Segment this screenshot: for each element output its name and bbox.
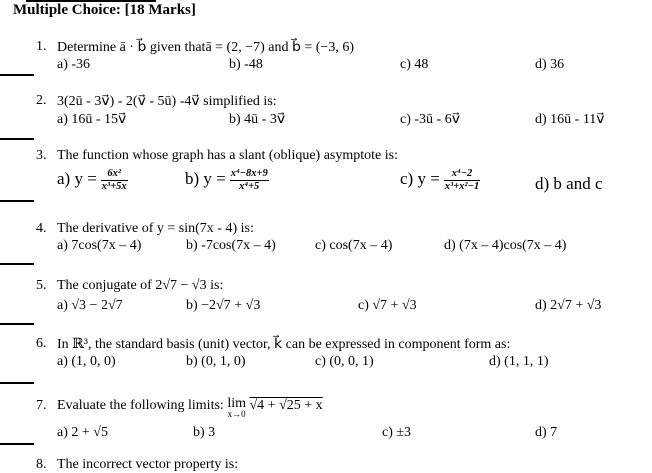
question-number: 6. — [36, 336, 47, 351]
limit-expression: √4 + √25 + x — [249, 398, 323, 413]
option-d[interactable]: d) (1, 1, 1) — [489, 354, 549, 369]
question-stem — [57, 398, 323, 419]
option-d[interactable]: d) 7 — [535, 425, 558, 440]
option-b[interactable]: b) -48 — [229, 57, 263, 72]
option-c[interactable]: c) (0, 0, 1) — [315, 354, 374, 369]
option-d[interactable]: d) 2√7 + √3 — [535, 298, 602, 313]
option-a[interactable]: a) √3 − 2√7 — [57, 298, 123, 313]
answer-blank[interactable] — [0, 323, 34, 325]
stem-text: Evaluate the following limits: — [57, 398, 224, 413]
option-c[interactable]: c) cos(7x – 4) — [315, 238, 393, 253]
option-c[interactable] — [400, 168, 480, 193]
option-c[interactable]: c) 48 — [400, 57, 429, 72]
question-number: 4. — [36, 221, 47, 236]
numerator: 6x² — [101, 168, 128, 181]
limit-operator — [227, 398, 246, 419]
question-stem: The derivative of y = sin(7x - 4) is: — [57, 221, 254, 236]
question-stem: The conjugate of 2√7 − √3 is: — [57, 278, 224, 293]
fraction — [230, 168, 269, 193]
question-number: 5. — [36, 278, 47, 293]
option-a[interactable]: a) -36 — [57, 57, 91, 72]
option-b[interactable]: b) 3 — [193, 425, 216, 440]
answer-blank[interactable] — [0, 200, 34, 202]
answer-blank[interactable] — [0, 443, 34, 445]
numerator: x⁴−2 — [444, 168, 480, 181]
question-number: 3. — [36, 148, 47, 163]
option-d[interactable]: d) b and c — [535, 174, 603, 193]
option-b[interactable]: b) -7cos(7x – 4) — [186, 238, 276, 253]
lim-word: lim — [227, 396, 246, 411]
question-stem: The function whose graph has a slant (oblique) asymptote is: — [57, 148, 398, 163]
option-a[interactable]: a) 2 + √5 — [57, 425, 108, 440]
option-b[interactable]: b) 4ū - 3v⃗ — [229, 112, 286, 127]
section-title: Multiple Choice: [18 Marks] — [13, 2, 196, 18]
option-c[interactable]: c) -3ū - 6v⃗ — [400, 112, 460, 127]
option-a[interactable]: a) (1, 0, 0) — [57, 354, 116, 369]
question-stem: 3(2ū - 3v⃗) - 2(v⃗ - 5ū) -4v⃗ simplified is: — [57, 94, 277, 109]
denominator: x³+5x — [101, 181, 127, 192]
answer-blank[interactable] — [0, 263, 34, 265]
option-d[interactable]: d) (7x – 4)cos(7x – 4) — [444, 238, 567, 253]
option-a[interactable] — [57, 168, 128, 193]
option-d[interactable]: d) 36 — [535, 57, 565, 72]
answer-blank[interactable] — [0, 382, 34, 384]
question-number: 2. — [36, 93, 47, 108]
option-b[interactable]: b) (0, 1, 0) — [186, 354, 246, 369]
option-b[interactable] — [185, 168, 269, 193]
question-stem: Determine ā · b⃗ given thatā = (2, −7) and b⃗ = (−3, 6) — [57, 40, 354, 55]
lim-subscript: x→0 — [227, 409, 246, 419]
question-stem: In ℝ³, the standard basis (unit) vector, k⃗ can be expressed in component form as: — [57, 337, 511, 352]
option-b[interactable]: b) −2√7 + √3 — [186, 298, 261, 313]
option-label: b) y = — [185, 169, 226, 189]
option-c[interactable]: c) √7 + √3 — [358, 298, 417, 313]
option-a[interactable]: a) 16ū - 15v⃗ — [57, 112, 127, 127]
question-number: 8. — [36, 457, 47, 472]
option-label: c) y = — [400, 169, 440, 189]
denominator: x⁴+5 — [239, 181, 260, 192]
fraction — [444, 168, 480, 193]
numerator: x⁴−8x+9 — [230, 168, 268, 179]
answer-blank[interactable] — [0, 138, 34, 140]
question-stem: The incorrect vector property is: — [57, 457, 239, 472]
question-number: 7. — [36, 398, 47, 413]
option-label: a) y = — [57, 169, 97, 189]
answer-blank[interactable] — [0, 74, 34, 76]
option-a[interactable]: a) 7cos(7x – 4) — [57, 238, 142, 253]
denominator: x³+x²−1 — [444, 181, 480, 192]
option-c[interactable]: c) ±3 — [382, 425, 412, 440]
question-number: 1. — [36, 39, 47, 54]
option-d[interactable]: d) 16ū - 11v⃗ — [535, 112, 605, 127]
fraction — [101, 168, 128, 193]
